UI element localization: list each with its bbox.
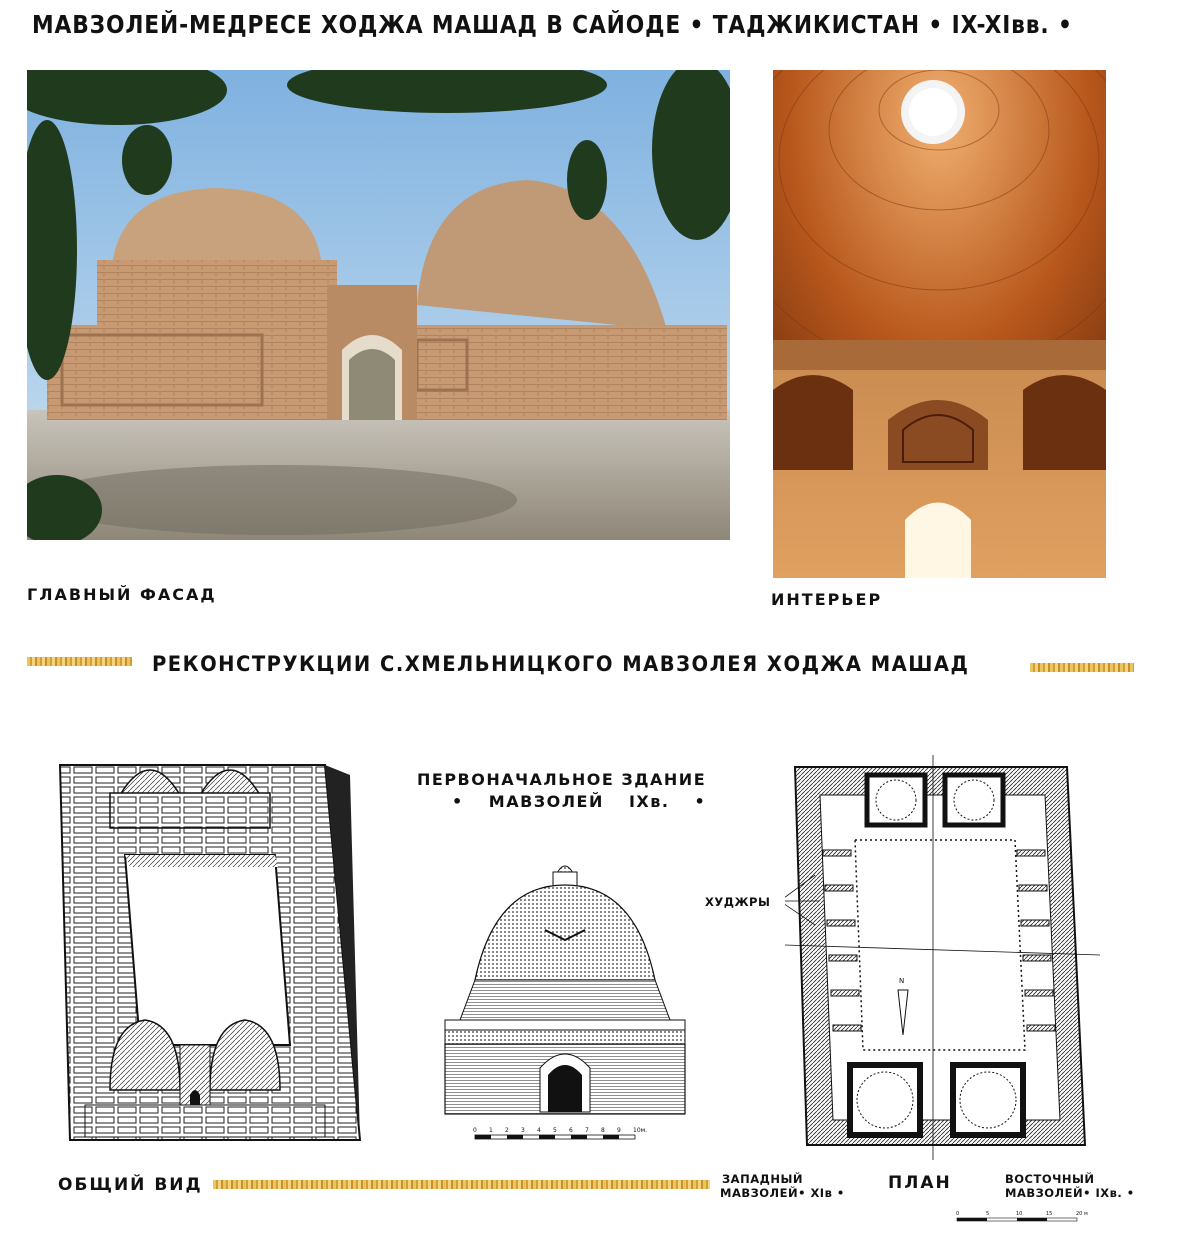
plan-scale-tick-label: 0: [956, 1211, 960, 1217]
decorative-band-left: [27, 657, 132, 666]
elevation-scale-tick-label: 2: [505, 1127, 509, 1134]
elevation-scale-tick-label: 9: [617, 1127, 621, 1134]
plan-scale-tick-label: 5: [986, 1211, 990, 1217]
elevation-scale-tick-label: 3: [521, 1127, 525, 1134]
west-mausoleum-line1: ЗАПАДНЫЙ: [722, 1172, 804, 1186]
elevation-scale-tick-label: 1: [489, 1127, 493, 1134]
elevation-scale-tick-label: 6: [569, 1127, 573, 1134]
plan-scale-tick-label: 20 м: [1076, 1211, 1088, 1217]
facade-photo: [27, 70, 730, 540]
plan-drawing: [785, 755, 1105, 1160]
north-arrow-label: N: [899, 977, 905, 985]
plan-scale-tick-label: 15: [1046, 1211, 1053, 1217]
interior-photo: [773, 70, 1106, 578]
general-view-caption: ОБЩИЙ ВИД: [58, 1175, 203, 1195]
east-mausoleum-line1: ВОСТОЧНЫЙ: [1005, 1172, 1095, 1186]
east-mausoleum-line2: МАВЗОЛЕЙ• IXв. •: [1005, 1186, 1135, 1200]
elevation-scale-tick-label: 7: [585, 1127, 589, 1134]
west-mausoleum-line2: МАВЗОЛЕЙ• XIв •: [720, 1186, 845, 1200]
plan-scale-tick-label: 10: [1016, 1211, 1023, 1217]
elevation-scale-tick-label: 4: [537, 1127, 541, 1134]
elevation-scale-tick-label: 10м.: [633, 1127, 648, 1134]
original-building-subtitle: • МАВЗОЛЕЙ IXв. •: [452, 792, 707, 811]
facade-caption: ГЛАВНЫЙ ФАСАД: [27, 585, 217, 604]
hujra-label: ХУДЖРЫ: [705, 895, 771, 909]
elevation-scale-tick-label: 5: [553, 1127, 557, 1134]
plan-caption: ПЛАН: [888, 1173, 952, 1193]
section-heading: РЕКОНСТРУКЦИИ С.ХМЕЛЬНИЦКОГО МАВЗОЛЕЯ ХОДЖА МАШАД: [152, 652, 970, 676]
original-building-title: ПЕРВОНАЧАЛЬНОЕ ЗДАНИЕ: [417, 770, 707, 789]
interior-caption: ИНТЕРЬЕР: [771, 590, 883, 609]
plan-scale-bar: [955, 1208, 1095, 1228]
elevation-drawing: [415, 850, 715, 1150]
elevation-scale-tick-label: 8: [601, 1127, 605, 1134]
page-title: МАВЗОЛЕЙ-МЕДРЕСЕ ХОДЖА МАШАД В САЙОДЕ • ТАДЖИКИСТАН • IX-XIвв. •: [32, 10, 1073, 39]
elevation-scale-tick-label: 0: [473, 1127, 477, 1134]
decorative-band-bottom: [213, 1180, 710, 1189]
decorative-band-right: [1030, 663, 1134, 672]
general-view-drawing: [50, 745, 365, 1155]
